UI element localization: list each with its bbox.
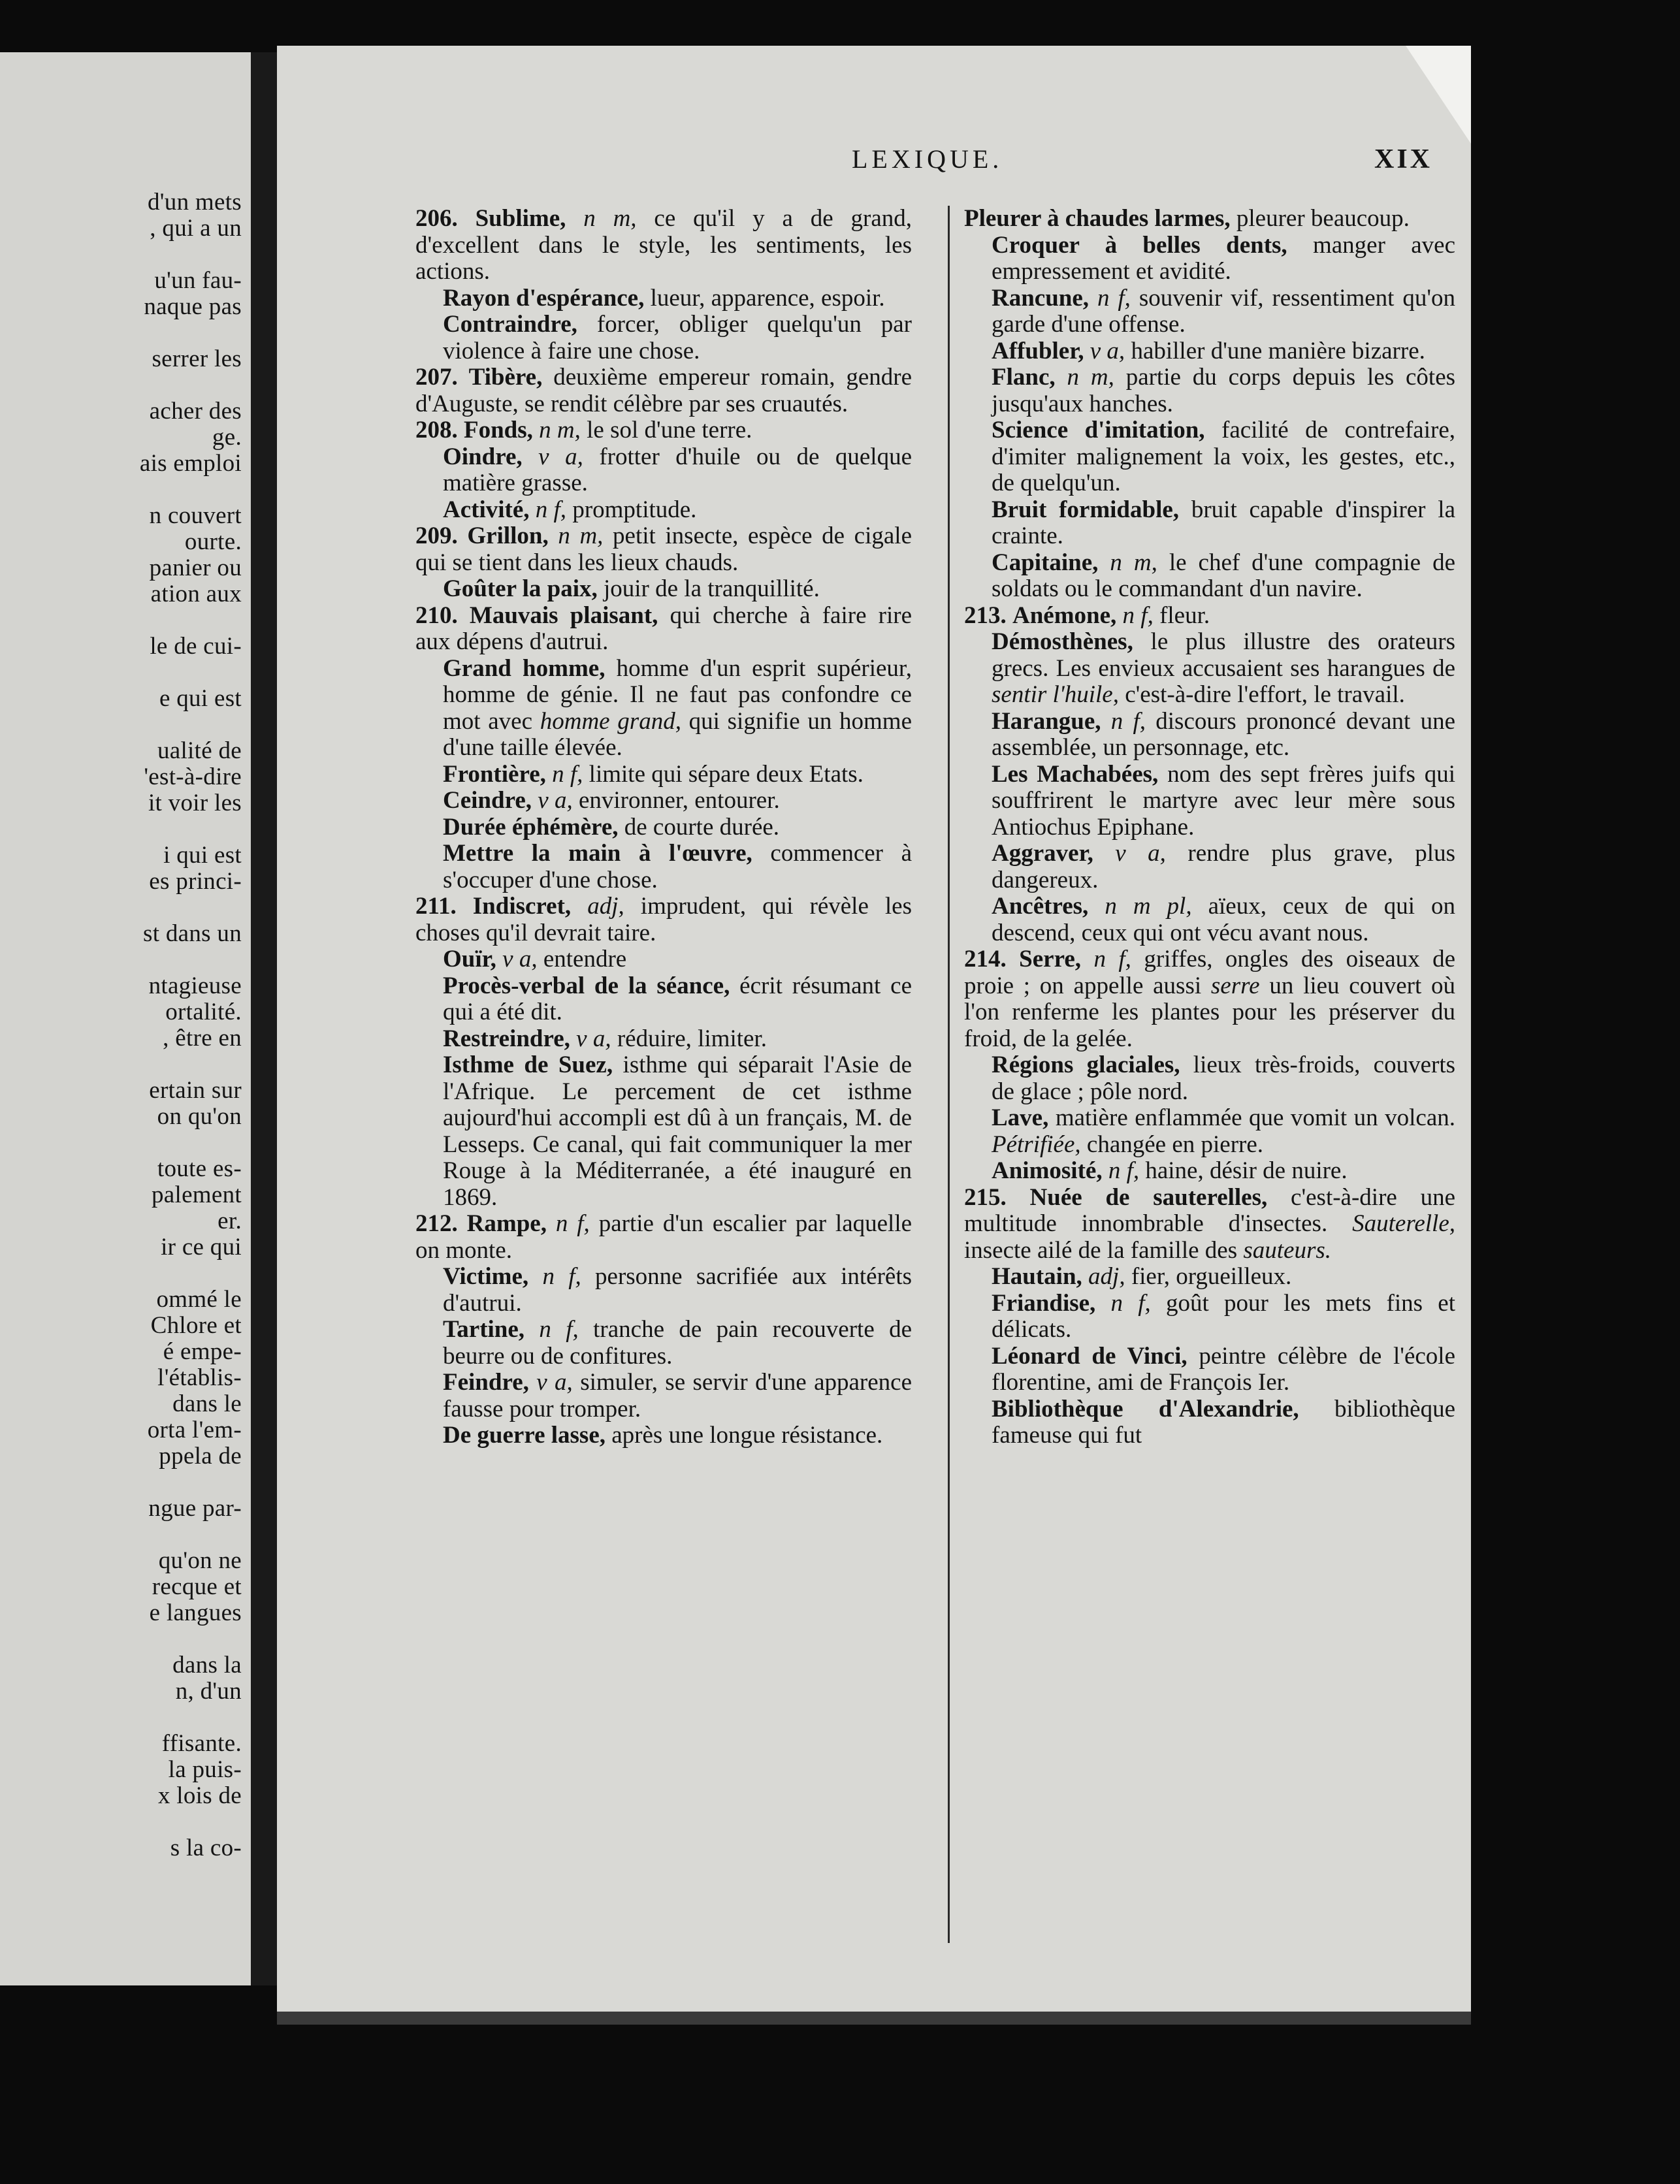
entry-definition: haine, désir de nuire. (1145, 1157, 1348, 1184)
lexicon-entry (964, 1158, 1455, 1185)
entry-number: 214. (964, 946, 1007, 972)
left-page-line: e qui est (159, 685, 242, 712)
entry-grammar: v a, (538, 787, 573, 814)
entry-number: 206. (415, 205, 458, 232)
lexicon-entry (964, 206, 1455, 233)
entry-headword: Léonard de Vinci, (992, 1342, 1187, 1370)
entry-headword: Capitaine, (992, 549, 1099, 576)
entry-definition: le plus illustre des orateurs grecs. Les envieux accusaient ses harangues de (992, 628, 1455, 682)
left-page-line: , qui a un (150, 215, 242, 242)
entry-definition: facilité de contrefaire, d'imiter malignement la voix, les gestes, etc., de quelqu'un. (992, 417, 1455, 496)
lexicon-entry (415, 417, 912, 444)
left-page-line: Chlore et (150, 1312, 242, 1339)
lexicon-entry (964, 1343, 1455, 1396)
lexicon-entry (964, 338, 1455, 365)
left-page-line: orta l'em- (147, 1417, 242, 1443)
entry-number: 212. (415, 1210, 458, 1237)
entry-headword: Sublime, (475, 205, 566, 232)
entry-definition: nom des sept frères juifs qui souffrirent le martyre avec leur mère sous Antiochus Epiphane. (992, 760, 1456, 841)
entry-grammar: v a, (1115, 840, 1166, 867)
left-page-line: i qui est (163, 842, 242, 869)
left-page-line: n, d'un (175, 1678, 242, 1705)
entry-headword: Aggraver, (992, 840, 1093, 867)
entry-headword: Victime, (443, 1263, 529, 1290)
entry-headword: Hautain, (992, 1263, 1082, 1290)
lexicon-entry (964, 1396, 1455, 1449)
entry-headword: Activité, (443, 496, 530, 523)
entry-grammar: n f, (1097, 284, 1131, 312)
entry-italic-term: homme grand, (540, 707, 681, 735)
entry-headword: Contraindre, (443, 311, 577, 338)
left-page-line: st dans un (143, 920, 242, 947)
entry-definition: rendre plus grave, plus dangereux. (992, 840, 1455, 893)
entry-definition: promptitude. (572, 496, 697, 523)
entry-headword: Fonds, (464, 417, 533, 443)
entry-number: 215. (964, 1183, 1007, 1211)
entry-grammar: n m, (583, 205, 637, 232)
left-page-line: es princi- (149, 868, 242, 895)
entry-grammar: v a, (576, 1025, 611, 1052)
left-page-line: ais emploi (139, 450, 242, 477)
left-page-line: ourte. (184, 528, 242, 555)
entry-italic-term: sentir l'huile, (992, 681, 1119, 708)
entry-definition: écrit résumant ce qui a été dit. (443, 972, 912, 1025)
entry-grammar: v a, (1090, 337, 1125, 364)
left-page-line: ortalité. (165, 999, 242, 1025)
entry-grammar: n m, (539, 417, 581, 443)
entry-definition: tranche de pain recouverte de beurre ou de confitures. (443, 1316, 913, 1370)
entry-definition: ce qu'il y a de grand, d'excellent dans le style, les sentiments, les actions. (415, 205, 912, 285)
entry-grammar: n f, (542, 1263, 581, 1290)
left-page-line: x lois de (157, 1782, 242, 1809)
entry-definition: deuxième empereur romain, gendre d'Auguste, se rendit célèbre par ses cruautés. (415, 364, 912, 417)
left-page-line: serrer les (152, 345, 242, 372)
entry-grammar: n f, (552, 760, 583, 788)
left-page-line: l'établis- (157, 1364, 242, 1391)
right-page (277, 46, 1471, 2012)
entry-grammar: n f, (1122, 602, 1154, 629)
lexicon-entry (415, 1211, 912, 1264)
left-page-line: on qu'on (157, 1103, 242, 1130)
lexicon-entry (415, 364, 912, 417)
entry-headword: Affubler, (992, 337, 1084, 364)
entry-headword: Bruit formidable, (992, 496, 1180, 523)
left-page-line: , être en (163, 1025, 242, 1052)
entry-grammar: n m, (1067, 364, 1114, 391)
entry-definition: peintre célèbre de l'école florentine, ami de François Ier. (992, 1342, 1456, 1396)
entry-headword: Tartine, (443, 1316, 525, 1343)
entry-definition: goût pour les mets fins et délicats. (992, 1289, 1455, 1343)
entry-definition: limite qui sépare deux Etats. (589, 760, 864, 788)
entry-definition: matière enflammée que vomit un volcan. (1055, 1104, 1455, 1131)
entry-grammar: v a, (538, 443, 583, 470)
left-page-line: ertain sur (149, 1077, 242, 1104)
entry-definition: le chef d'une compagnie de soldats ou le commandant d'un navire. (992, 549, 1455, 602)
lexicon-entry (964, 550, 1455, 603)
entry-definition-continued: changée en pierre. (1086, 1131, 1264, 1158)
left-page-line: qu'on ne (158, 1547, 242, 1574)
entry-grammar: n m, (1110, 549, 1157, 576)
left-page-line: ngue par- (148, 1495, 242, 1522)
entry-headword: Serre, (1019, 946, 1082, 972)
entry-definition: de courte durée. (624, 813, 780, 841)
lexicon-entry (415, 1264, 912, 1317)
entry-definition: c'est-à-dire une multitude innombrable d'insectes. (964, 1183, 1456, 1237)
entry-grammar: v a, (536, 1369, 573, 1396)
left-page-line: er. (218, 1208, 242, 1234)
entry-number: 208. (415, 417, 458, 443)
entry-number: 210. (415, 602, 458, 629)
left-page-line: ir ce qui (161, 1234, 242, 1261)
entry-headword: Rampe, (466, 1210, 547, 1237)
lexicon-entry (964, 497, 1455, 550)
lexicon-entry (415, 788, 912, 814)
lexicon-entry (415, 603, 912, 656)
entry-headword: De guerre lasse, (443, 1422, 606, 1449)
left-page-line: ffisante. (161, 1730, 242, 1757)
entry-definition: entendre (543, 946, 627, 972)
lexicon-entry (415, 973, 912, 1026)
entry-definition: discours prononcé devant une assemblée, un personnage, etc. (992, 707, 1455, 761)
page-number: XIX (1374, 144, 1433, 174)
lexicon-entry (415, 497, 912, 524)
entry-headword: Rancune, (992, 284, 1090, 312)
left-page-line: d'un mets (148, 189, 242, 216)
left-page-line: le de cui- (150, 633, 242, 660)
entry-definition: jouir de la tranquillité. (604, 575, 820, 602)
entry-headword: Durée éphémère, (443, 813, 619, 841)
left-page-line: naque pas (144, 293, 242, 320)
entry-definition: le sol d'une terre. (587, 417, 752, 443)
lexicon-entry (964, 1264, 1455, 1291)
entry-headword: Harangue, (992, 707, 1101, 735)
lexicon-entry (964, 1105, 1455, 1158)
entry-definition: après une longue résistance. (611, 1422, 883, 1449)
left-page-line: it voir les (148, 790, 242, 816)
entry-headword: Oindre, (443, 443, 523, 470)
entry-headword: Indiscret, (472, 893, 572, 920)
entry-grammar: n f, (1110, 707, 1146, 735)
lexicon-entry (415, 444, 912, 497)
lexicon-entry (964, 417, 1455, 497)
entry-italic-term: sauteurs. (1243, 1236, 1332, 1264)
entry-headword: Restreindre, (443, 1025, 570, 1052)
entry-definition: fleur. (1159, 602, 1210, 629)
lexicon-column-right (964, 206, 1455, 1449)
lexicon-entry (964, 762, 1455, 841)
entry-headword: Procès-verbal de la séance, (443, 972, 730, 999)
lexicon-entry (964, 233, 1455, 285)
page-corner (1406, 46, 1471, 144)
entry-grammar: n f, (535, 496, 567, 523)
entry-definition: isthme qui séparait l'Asie de l'Afrique. Le percement de cet isthme aujourd'hui accompli est dû à un français, M. de Lesseps. Ce canal, qui fait communiquer la mer Rouge à la Méditerranée, a été inauguré en 1869. (443, 1052, 913, 1211)
left-page-line: la puis- (168, 1756, 242, 1783)
left-page-line: ntagieuse (148, 972, 242, 999)
entry-definition: partie du corps depuis les côtes jusqu'aux hanches. (992, 364, 1456, 417)
entry-number: 209. (415, 522, 458, 549)
entry-grammar: n f, (1110, 1289, 1151, 1317)
lexicon-entry (964, 364, 1455, 417)
left-page-line: dans le (172, 1390, 242, 1417)
entry-definition: manger avec empressement et avidité. (992, 231, 1456, 285)
entry-definition: griffes, ongles des oiseaux de proie ; on appelle aussi (964, 946, 1456, 999)
left-page-line: palement (151, 1181, 242, 1208)
entry-headword: Mettre la main à l'œuvre, (443, 840, 752, 867)
entry-grammar: n f, (539, 1316, 579, 1343)
entry-headword: Rayon d'espérance, (443, 284, 645, 312)
lexicon-entry (964, 841, 1455, 893)
entry-definition: forcer, obliger quelqu'un par violence à faire une chose. (443, 311, 913, 364)
entry-italic-term: serre (1210, 972, 1260, 999)
entry-headword: Les Machabées, (992, 760, 1159, 788)
left-page-line: acher des (149, 398, 242, 425)
entry-definition: partie d'un escalier par laquelle on monte. (415, 1210, 913, 1264)
lexicon-entry (964, 1291, 1455, 1343)
entry-headword: Mauvais plaisant, (469, 602, 658, 629)
lexicon-entry (964, 629, 1455, 709)
entry-headword: Friandise, (992, 1289, 1096, 1317)
lexicon-entry (415, 285, 912, 312)
left-page-fragment (0, 52, 251, 1985)
entry-definition: personne sacrifiée aux intérêts d'autrui. (443, 1263, 913, 1317)
lexicon-entry (415, 1370, 912, 1422)
lexicon-entry (964, 285, 1455, 338)
lexicon-entry (415, 206, 912, 285)
entry-definition: lueur, apparence, espoir. (650, 284, 885, 312)
entry-definition: simuler, se servir d'une apparence fausse pour tromper. (443, 1369, 912, 1422)
entry-headword: Science d'imitation, (992, 417, 1205, 443)
entry-headword: Frontière, (443, 760, 546, 788)
entry-headword: Ancêtres, (992, 893, 1089, 920)
entry-headword: Croquer à belles dents, (992, 231, 1287, 259)
entry-headword: Régions glaciales, (992, 1052, 1180, 1078)
left-page-line: dans la (172, 1652, 242, 1678)
left-page-line: s la co- (170, 1835, 242, 1861)
entry-definition: souvenir vif, ressentiment qu'on garde d'une offense. (992, 284, 1456, 338)
entry-headword: Lave, (992, 1104, 1049, 1131)
lexicon-entry (415, 1052, 912, 1211)
lexicon-entry (964, 1185, 1455, 1264)
entry-grammar: n f, (1108, 1157, 1140, 1184)
entry-headword: Ceindre, (443, 787, 532, 814)
entry-headword: Ouïr, (443, 946, 496, 972)
lexicon-entry (415, 656, 912, 762)
lexicon-entry (415, 312, 912, 364)
entry-number: 207. (415, 364, 458, 391)
page-bottom-edge (277, 2012, 1471, 2025)
entry-definition-continued: un lieu couvert où l'on renferme les plantes pour les préserver du froid, de la gelée. (964, 972, 1455, 1052)
entry-headword: Flanc, (992, 364, 1056, 391)
entry-definition: réduire, limiter. (617, 1025, 767, 1052)
entry-definition: aïeux, ceux de qui on descend, ceux qui ont vécu avant nous. (992, 893, 1456, 946)
entry-definition-continued: insecte ailé de la famille des (964, 1236, 1238, 1264)
entry-grammar: n f, (555, 1210, 590, 1237)
lexicon-entry (415, 893, 912, 946)
entry-definition-continued: qui signifie un homme d'une taille élevée. (443, 707, 913, 761)
entry-definition: pleurer beaucoup. (1236, 205, 1410, 232)
lexicon-entry (964, 893, 1455, 946)
column-rule (948, 206, 950, 1943)
left-page-line: ommé le (156, 1286, 242, 1313)
entry-italic-term: Sauterelle, (1352, 1210, 1456, 1237)
entry-headword: Anémone, (1012, 602, 1117, 629)
entry-definition: homme d'un esprit supérieur, homme de génie. Il ne faut pas confondre ce mot avec (443, 654, 913, 735)
left-page-line: ppela de (159, 1443, 242, 1469)
entry-definition: qui cherche à faire rire aux dépens d'autrui. (415, 602, 913, 655)
entry-number: 211. (415, 893, 457, 920)
book-spine (251, 52, 277, 1985)
lexicon-entry (964, 709, 1455, 762)
left-page-line: panier ou (149, 554, 242, 581)
entry-headword: Pleurer à chaudes larmes, (964, 205, 1231, 232)
entry-definition: habiller d'une manière bizarre. (1131, 337, 1425, 364)
entry-headword: Isthme de Suez, (443, 1052, 613, 1078)
entry-grammar: n m, (558, 522, 604, 549)
lexicon-entry (415, 841, 912, 893)
left-page-line: ation aux (150, 581, 242, 607)
entry-headword: Nuée de sauterelles, (1029, 1183, 1268, 1211)
lexicon-entry (415, 946, 912, 973)
left-page-line: ge. (212, 424, 242, 451)
entry-definition-continued: c'est-à-dire l'effort, le travail. (1125, 681, 1405, 708)
lexicon-entry (964, 1052, 1455, 1105)
entry-definition: lieux très-froids, couverts de glace ; pôle nord. (992, 1052, 1455, 1105)
entry-definition: commencer à s'occuper d'une chose. (443, 840, 913, 893)
entry-number: 213. (964, 602, 1007, 629)
lexicon-entry (964, 603, 1455, 630)
entry-definition: frotter d'huile ou de quelque matière grasse. (443, 443, 912, 496)
lexicon-entry (415, 1026, 912, 1053)
entry-grammar: n m pl, (1105, 893, 1192, 920)
left-page-line: n couvert (149, 502, 242, 529)
entry-definition: environner, entourer. (578, 787, 780, 814)
entry-headword: Animosité, (992, 1157, 1103, 1184)
entry-definition: petit insecte, espèce de cigale qui se tient dans les lieux chauds. (415, 522, 913, 576)
left-page-line: u'un fau- (154, 267, 242, 294)
entry-headword: Grillon, (467, 522, 549, 549)
entry-grammar: adj, (587, 893, 624, 920)
lexicon-entry (415, 1317, 912, 1370)
entry-headword: Grand homme, (443, 654, 606, 682)
lexicon-entry (415, 576, 912, 603)
entry-headword: Goûter la paix, (443, 575, 598, 602)
left-page-line: toute es- (157, 1155, 242, 1182)
entry-italic-term: Pétrifiée, (992, 1131, 1081, 1158)
entry-headword: Feindre, (443, 1369, 529, 1396)
running-head: LEXIQUE. (852, 144, 1003, 174)
entry-grammar: n f, (1093, 946, 1131, 972)
entry-headword: Tibère, (468, 364, 543, 391)
left-page-line: recque et (152, 1573, 242, 1600)
left-page-line: ualité de (157, 737, 242, 764)
entry-grammar: adj, (1088, 1263, 1125, 1290)
left-page-line: é empe- (163, 1338, 242, 1365)
left-page-line: e langues (149, 1599, 242, 1626)
lexicon-column-left (415, 206, 912, 1449)
lexicon-entry (415, 523, 912, 576)
lexicon-entry (964, 946, 1455, 1052)
entry-definition: bruit capable d'inspirer la crainte. (992, 496, 1456, 549)
left-page-line: 'est-à-dire (144, 763, 242, 790)
entry-definition: imprudent, qui révèle les choses qu'il devrait taire. (415, 893, 913, 946)
lexicon-entry (415, 814, 912, 841)
entry-headword: Bibliothèque d'Alexandrie, (992, 1395, 1299, 1422)
entry-definition: bibliothèque fameuse qui fut (992, 1395, 1455, 1449)
lexicon-entry (415, 762, 912, 788)
entry-definition: fier, orgueilleux. (1131, 1263, 1292, 1290)
lexicon-entry (415, 1422, 912, 1449)
entry-grammar: v a, (502, 946, 538, 972)
entry-headword: Démosthènes, (992, 628, 1133, 655)
